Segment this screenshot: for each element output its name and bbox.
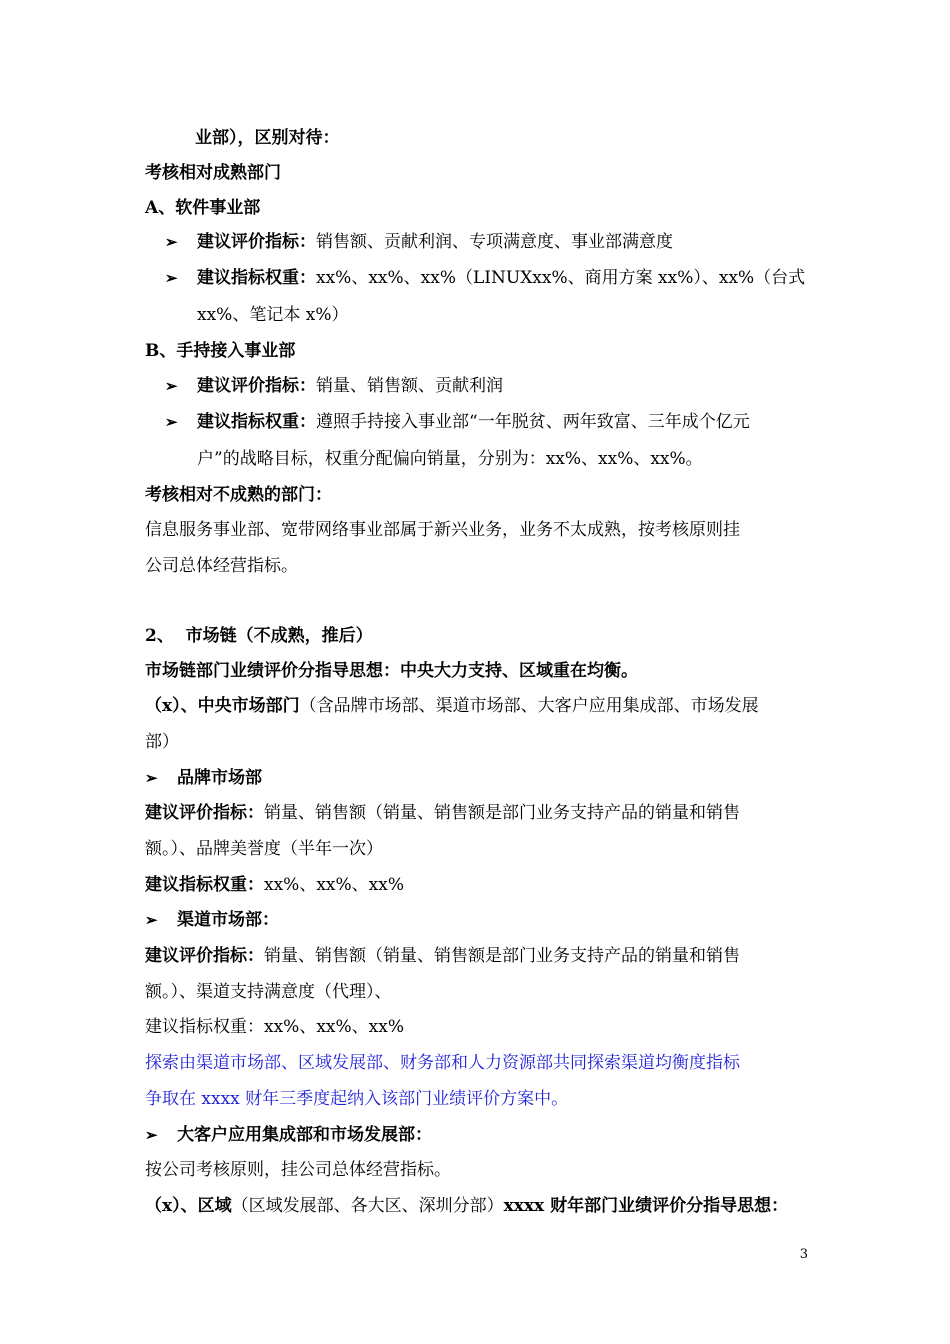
text-line: 额。）、品牌美誉度（半年一次） [145,839,383,859]
text-line: 按公司考核原则，挂公司总体经营指标。 [145,1160,451,1180]
text-line: 建议指标权重：xx%、xx%、xx% [145,1017,404,1037]
text-line [145,944,740,968]
arrow-bullet-icon: ➢ [145,769,158,787]
arrow-bullet-icon: ➢ [165,377,178,395]
item-label: 建议指标权重： [197,412,316,432]
highlighted-text-line: 探索由渠道市场部、区域发展部、财务部和人力资源部共同探索渠道均衡度指标 [145,1053,740,1073]
text-line [145,1194,788,1218]
item-label: （x）、中央市场部门 [145,696,300,716]
list-heading: 大客户应用集成部和市场发展部： [177,1125,432,1145]
text-line [145,873,404,897]
item-text: 遵照手持接入事业部“一年脱贫、两年致富、三年成个亿元 [316,412,750,432]
item-label: 建议评价指标： [145,803,264,823]
section-heading: 市场链部门业绩评价分指导思想：中央大力支持、区域重在均衡。 [145,661,638,681]
list-item [197,266,805,290]
arrow-bullet-icon: ➢ [165,413,178,431]
item-text: xx%、xx%、xx%（LINUXxx%、商用方案 xx%）、xx%（台式 [316,268,806,288]
item-text: 销量、销售额、贡献利润 [316,376,503,396]
list-item [197,410,750,434]
item-text: 销量、销售额（销量、销售额是部门业务支持产品的销量和销售 [264,803,740,823]
arrow-bullet-icon: ➢ [145,1126,158,1144]
section-heading: 考核相对成熟部门 [145,163,281,183]
item-label: 建议评价指标： [197,232,316,252]
text-line: xx%、笔记本 x%） [197,305,349,325]
item-label: 建议指标权重： [145,875,264,895]
numbered-heading: 2、 市场链（不成熟，推后） [145,626,373,646]
text-line: 户”的战略目标，权重分配偏向销量，分别为：xx%、xx%、xx%。 [197,449,703,469]
item-label: 建议评价指标： [145,946,264,966]
text-line: 公司总体经营指标。 [145,556,298,576]
page-number: 3 [799,1247,808,1262]
text-line: 部） [145,732,179,752]
arrow-bullet-icon: ➢ [145,911,158,929]
text-line [145,694,759,718]
item-label: 建议评价指标： [197,376,316,396]
item-label: 建议指标权重： [197,268,316,288]
text-line: 额。）、渠道支持满意度（代理）、 [145,982,392,1002]
list-item [197,230,673,254]
item-tail: xxxx 财年部门业绩评价分指导思想： [503,1196,789,1216]
arrow-bullet-icon: ➢ [165,233,178,251]
text-line [145,801,740,825]
text-line: 业部），区别对待： [195,128,340,148]
item-text: （含品牌市场部、渠道市场部、大客户应用集成部、市场发展 [299,696,759,716]
item-text: （区域发展部、各大区、深圳分部） [231,1196,504,1216]
highlighted-text-line: 争取在 xxxx 财年三季度起纳入该部门业绩评价方案中。 [145,1089,569,1109]
list-heading: 品牌市场部 [177,768,262,788]
item-text: 销量、销售额（销量、销售额是部门业务支持产品的销量和销售 [264,946,740,966]
text-line: 信息服务事业部、宽带网络事业部属于新兴业务，业务不太成熟，按考核原则挂 [145,520,740,540]
item-text: xx%、xx%、xx% [264,875,404,895]
list-heading: 渠道市场部： [177,910,279,930]
arrow-bullet-icon: ➢ [165,269,178,287]
item-text: 销售额、贡献利润、专项满意度、事业部满意度 [316,232,673,252]
item-label: （x）、区域 [145,1196,232,1216]
section-heading: 考核相对不成熟的部门： [145,485,332,505]
list-item [197,374,503,398]
subsection-heading: B、手持接入事业部 [145,341,296,361]
subsection-heading: A、软件事业部 [145,198,261,218]
